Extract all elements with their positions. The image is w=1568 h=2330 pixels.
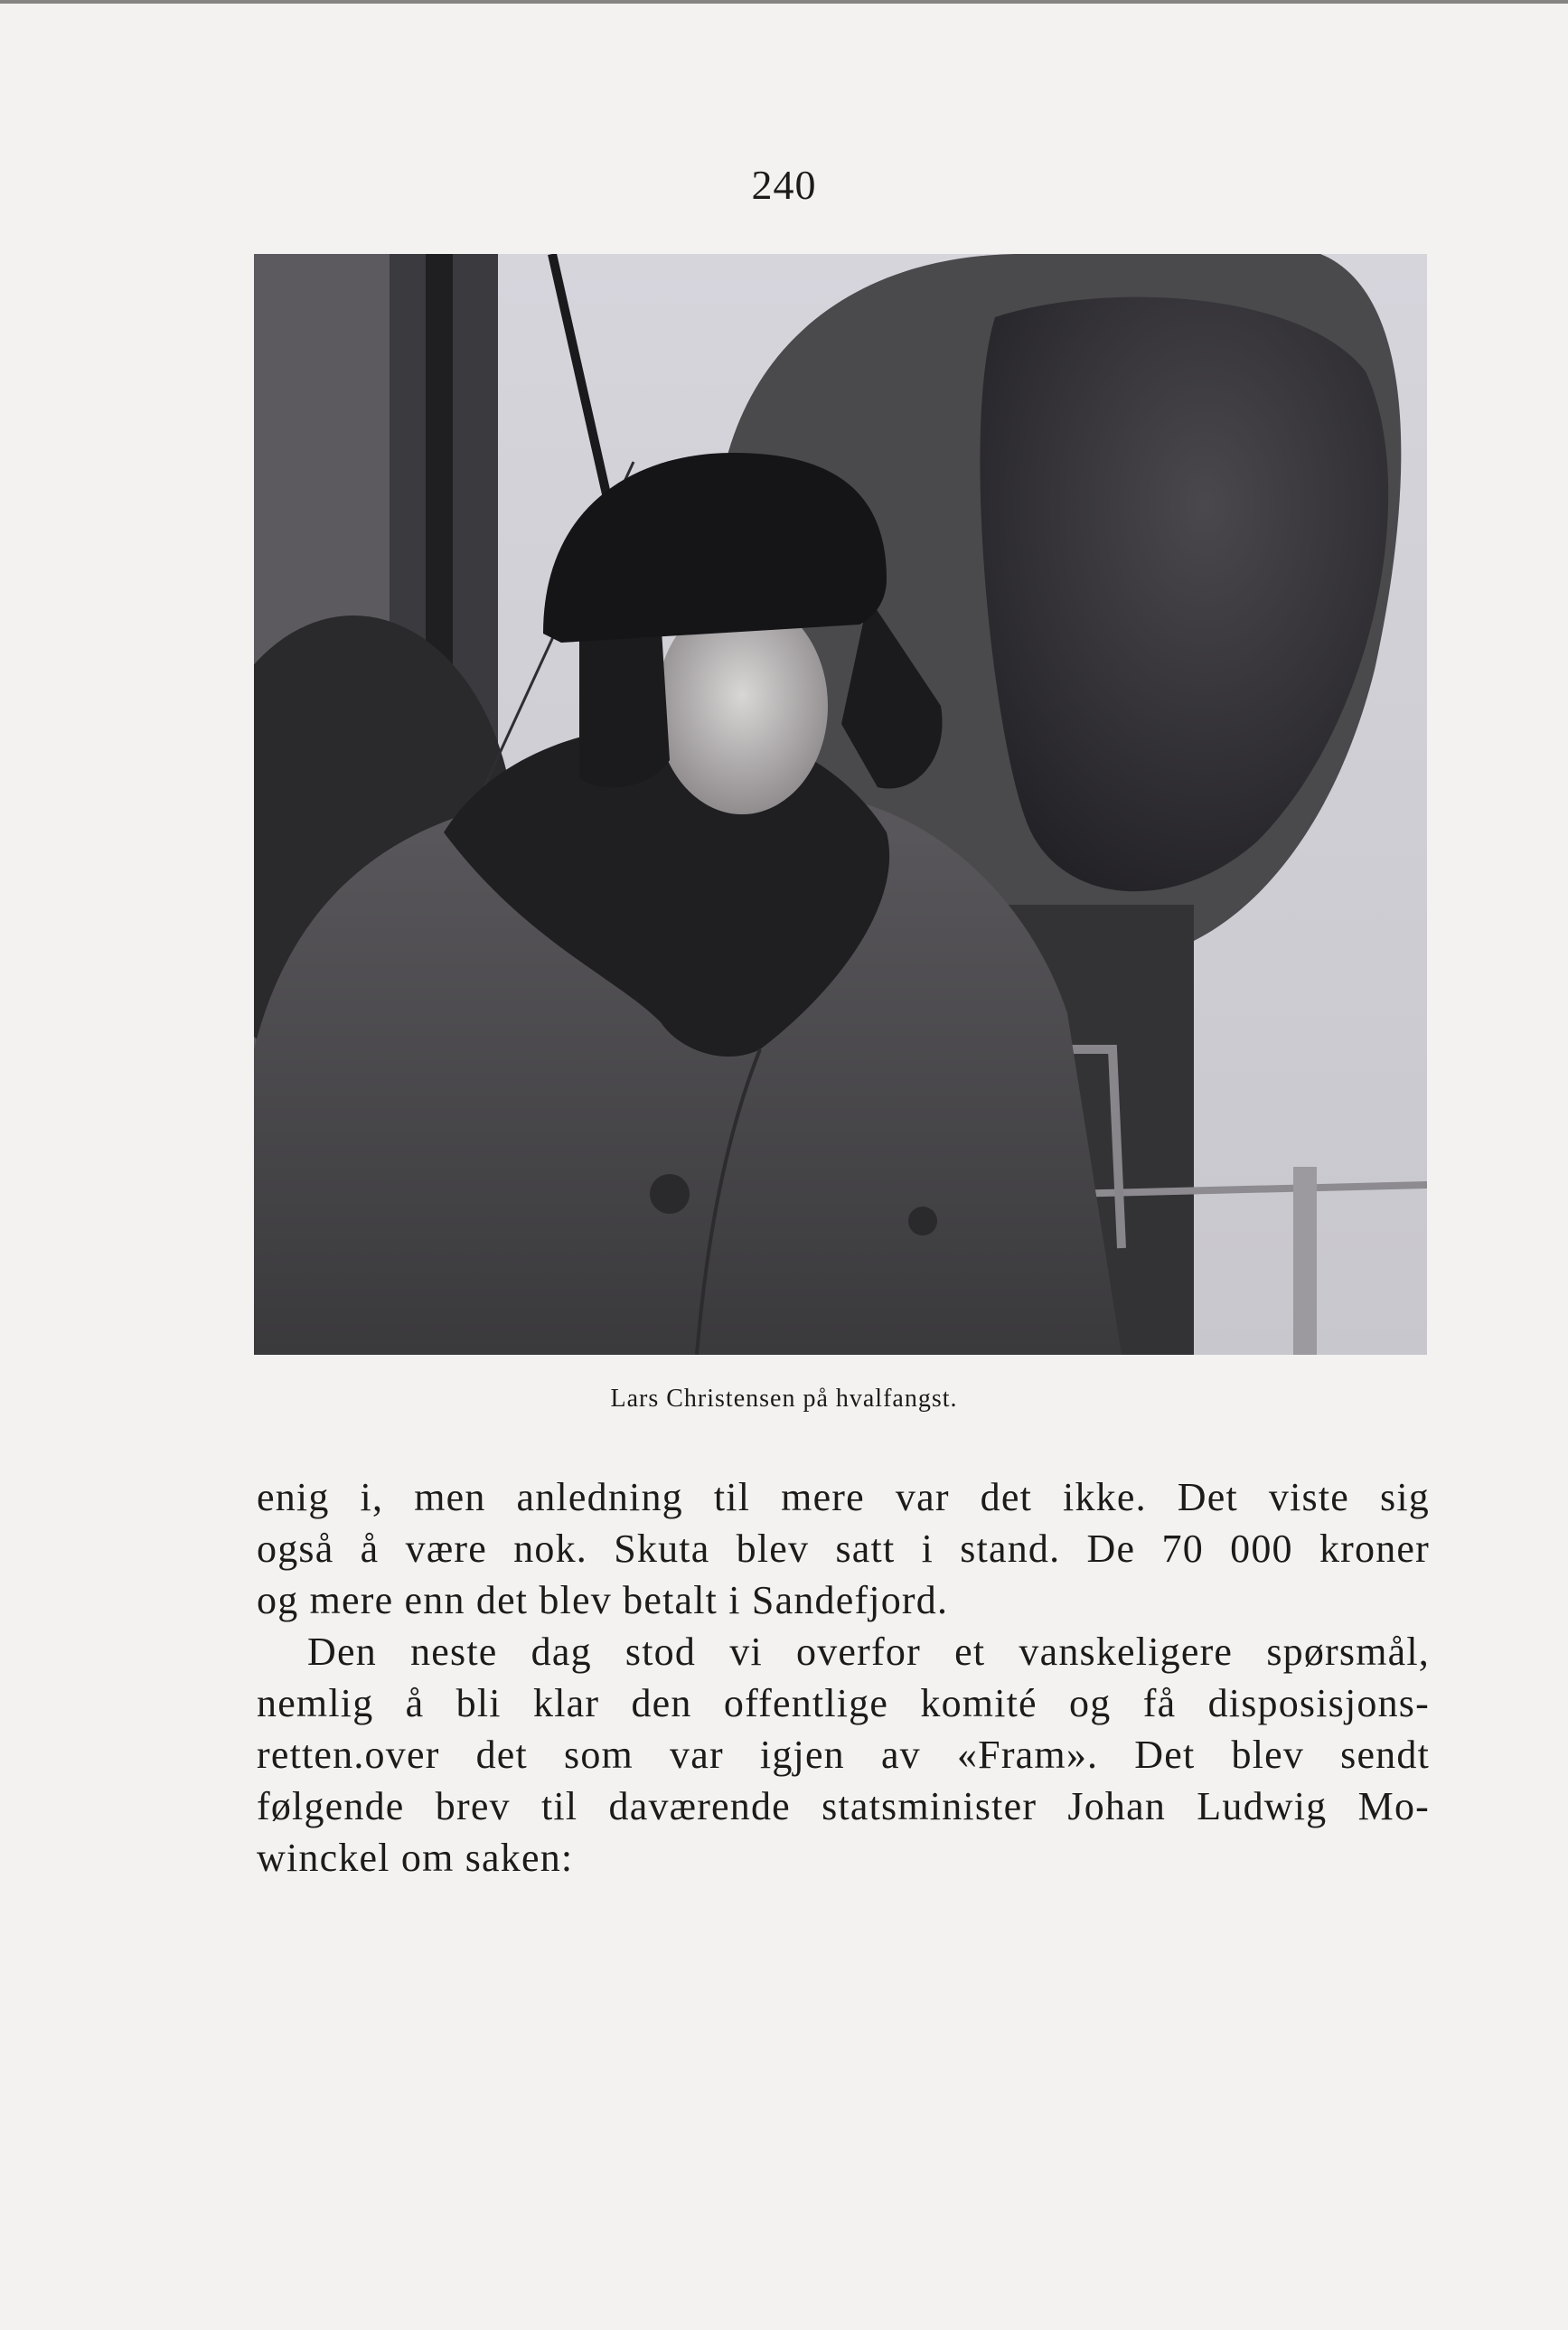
photo-caption: Lars Christensen på hvalfangst. bbox=[610, 1385, 958, 1413]
page-top-edge bbox=[0, 0, 1568, 4]
photo-illustration bbox=[254, 254, 1427, 1355]
text-line: Den neste dag stod vi overfor et vanskeligere spørsmål, bbox=[307, 1630, 1430, 1674]
text-line: winckel om saken: bbox=[257, 1836, 574, 1880]
text-line: følgende brev til daværende statsminister Johan Ludwig Mo- bbox=[257, 1784, 1430, 1828]
text-line: nemlig å bli klar den offentlige komité og få disposisjons- bbox=[257, 1681, 1430, 1725]
paragraph bbox=[257, 1626, 1430, 1884]
paragraph bbox=[257, 1471, 1430, 1626]
text-line: retten.over det som var igjen av «Fram». Det blev sendt bbox=[257, 1733, 1430, 1777]
text-line: og mere enn det blev betalt i Sandefjord. bbox=[257, 1578, 949, 1622]
text-line: enig i, men anledning til mere var det ikke. Det viste sig bbox=[257, 1475, 1430, 1519]
page-number: 240 bbox=[751, 162, 817, 208]
text-line: også å være nok. Skuta blev satt i stand. De 70 000 kroner bbox=[257, 1527, 1430, 1571]
portrait-photo bbox=[254, 254, 1427, 1355]
body-text bbox=[257, 1471, 1430, 1884]
